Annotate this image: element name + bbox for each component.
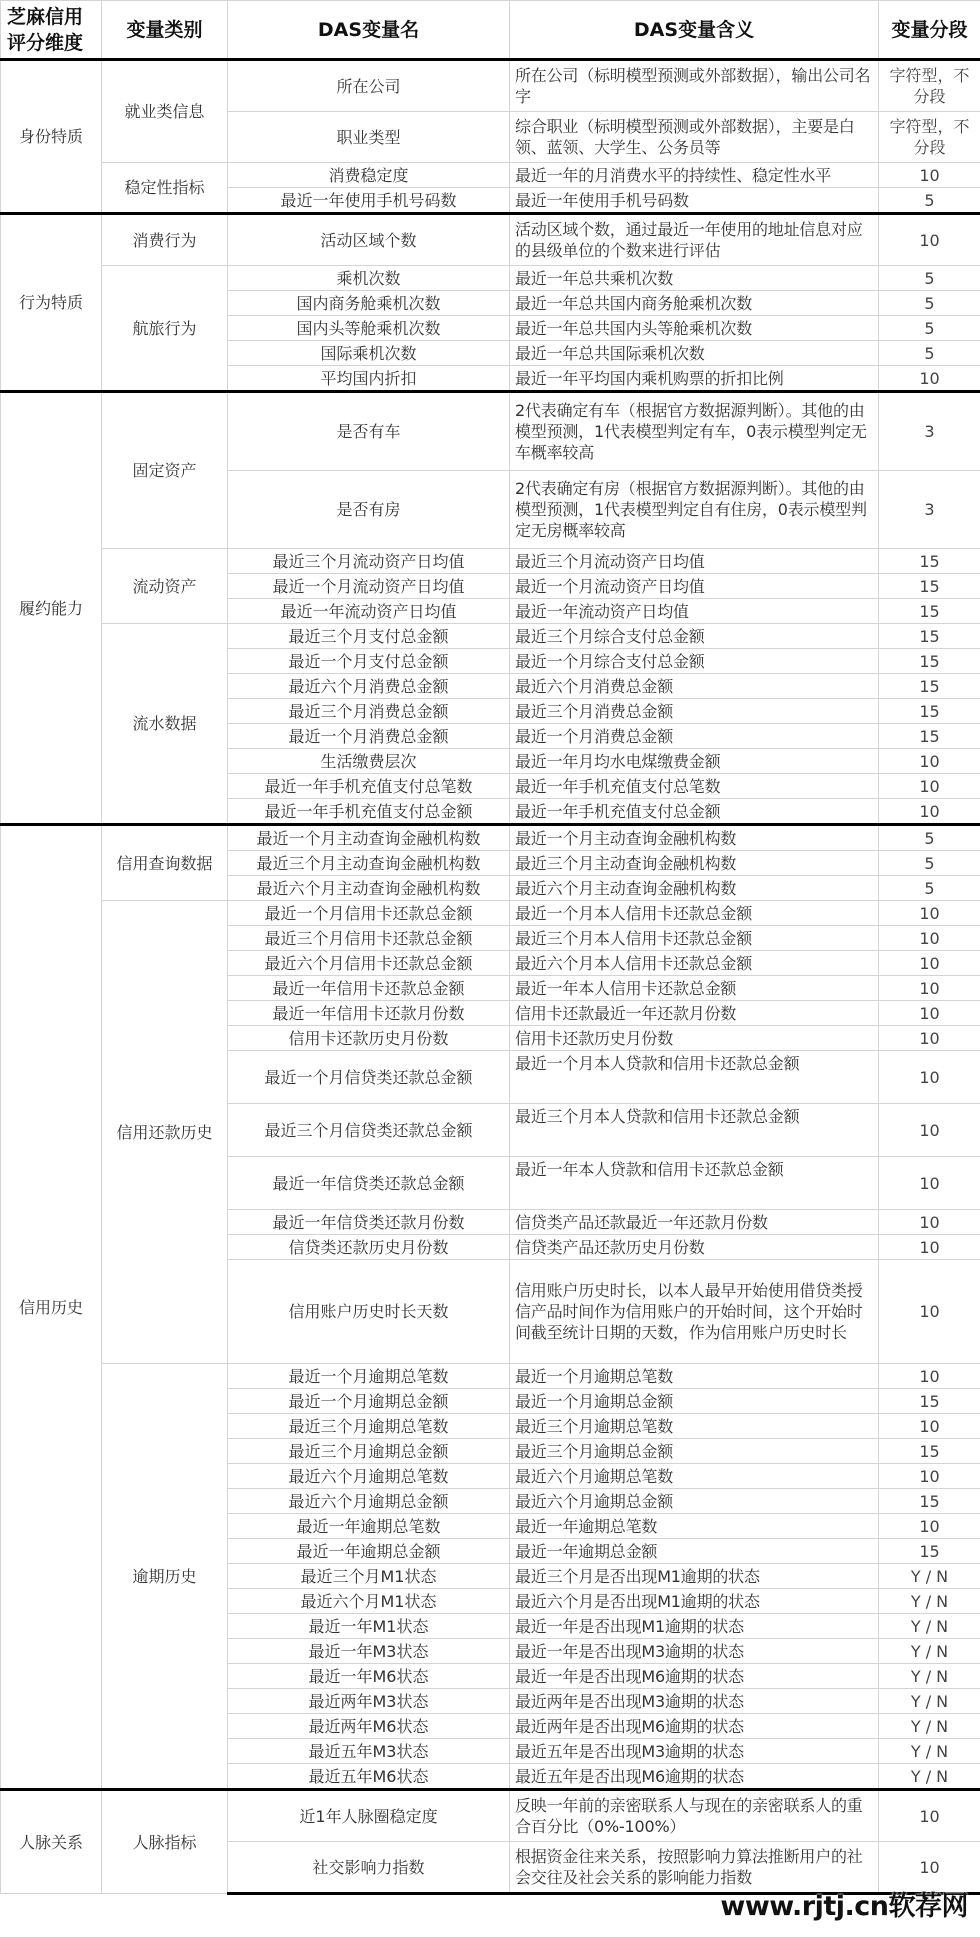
variable-name-cell: 最近五年M6状态 <box>228 1764 510 1790</box>
table-row <box>1 1790 980 1842</box>
variable-segment-cell: 10 <box>879 1414 980 1439</box>
variable-meaning-cell: 最近一年总共国内头等舱乘机次数 <box>510 316 879 341</box>
variable-name-cell: 最近三个月流动资产日均值 <box>228 549 510 574</box>
variable-meaning-cell: 最近六个月是否出现M1逾期的状态 <box>510 1589 879 1614</box>
variable-meaning-cell: 信用卡还款最近一年还款月份数 <box>510 1001 879 1026</box>
variable-meaning-cell: 2代表确定有房（根据官方数据源判断）。其他的由模型预测，1代表模型判定自有住房，0表示模型判定无房概率较高 <box>510 471 879 549</box>
variable-segment-cell: 5 <box>879 316 980 341</box>
variable-name-cell: 最近一年信贷类还款月份数 <box>228 1210 510 1235</box>
variable-segment-cell: 15 <box>879 549 980 574</box>
variable-name-cell: 最近六个月消费总金额 <box>228 674 510 699</box>
variable-name-cell: 生活缴费层次 <box>228 749 510 774</box>
header-variable-name: DAS变量名 <box>228 1 510 60</box>
variable-meaning-cell: 所在公司（标明模型预测或外部数据），输出公司名字 <box>510 60 879 112</box>
variable-meaning-cell: 最近一年总共乘机次数 <box>510 266 879 291</box>
variable-segment-cell: 3 <box>879 392 980 471</box>
variable-name-cell: 最近一年逾期总笔数 <box>228 1514 510 1539</box>
variable-name-cell: 平均国内折扣 <box>228 366 510 392</box>
table-row <box>1 266 980 291</box>
variable-segment-cell: 5 <box>879 851 980 876</box>
variable-name-cell: 所在公司 <box>228 60 510 112</box>
variable-meaning-cell: 最近一年流动资产日均值 <box>510 599 879 624</box>
variable-meaning-cell: 最近一年逾期总金额 <box>510 1539 879 1564</box>
variable-meaning-cell: 最近一年是否出现M1逾期的状态 <box>510 1614 879 1639</box>
variable-name-cell: 最近六个月信用卡还款总金额 <box>228 951 510 976</box>
variable-meaning-cell: 最近一年是否出现M3逾期的状态 <box>510 1639 879 1664</box>
category-cell: 流水数据 <box>102 624 228 825</box>
variable-meaning-cell: 信贷类产品还款最近一年还款月份数 <box>510 1210 879 1235</box>
variable-name-cell: 信用账户历史时长天数 <box>228 1260 510 1364</box>
variable-meaning-cell: 最近六个月主动查询金融机构数 <box>510 876 879 901</box>
variable-name-cell: 是否有房 <box>228 471 510 549</box>
variable-segment-cell: 10 <box>879 926 980 951</box>
table-row <box>1 549 980 574</box>
variable-segment-cell: Y / N <box>879 1639 980 1664</box>
variable-name-cell: 最近一个月消费总金额 <box>228 724 510 749</box>
variable-name-cell: 最近一个月主动查询金融机构数 <box>228 825 510 851</box>
variable-meaning-cell: 信用账户历史时长，以本人最早开始使用借贷类授信产品时间作为信用账户的开始时间，这个开始时间截至统计日期的天数，作为信用账户历史时长 <box>510 1260 879 1364</box>
variable-segment-cell: 10 <box>879 163 980 188</box>
variable-name-cell: 国际乘机次数 <box>228 341 510 366</box>
category-cell: 信用还款历史 <box>102 901 228 1364</box>
variable-meaning-cell: 最近三个月是否出现M1逾期的状态 <box>510 1564 879 1589</box>
variable-meaning-cell: 最近三个月逾期总金额 <box>510 1439 879 1464</box>
variable-name-cell: 最近一年流动资产日均值 <box>228 599 510 624</box>
variable-segment-cell: Y / N <box>879 1589 980 1614</box>
variable-segment-cell: 15 <box>879 1539 980 1564</box>
variable-name-cell: 最近一个月流动资产日均值 <box>228 574 510 599</box>
table-row <box>1 825 980 851</box>
table-row <box>1 624 980 649</box>
variable-name-cell: 社交影响力指数 <box>228 1842 510 1894</box>
variable-name-cell: 最近六个月逾期总金额 <box>228 1489 510 1514</box>
variable-segment-cell: 15 <box>879 599 980 624</box>
variable-meaning-cell: 最近一个月本人信用卡还款总金额 <box>510 901 879 926</box>
variable-name-cell: 最近三个月支付总金额 <box>228 624 510 649</box>
variable-name-cell: 最近三个月逾期总金额 <box>228 1439 510 1464</box>
variable-name-cell: 最近一个月信贷类还款总金额 <box>228 1051 510 1104</box>
variable-segment-cell: Y / N <box>879 1564 980 1589</box>
table-row <box>1 392 980 471</box>
variable-name-cell: 最近三个月信贷类还款总金额 <box>228 1104 510 1157</box>
variable-name-cell: 是否有车 <box>228 392 510 471</box>
variable-name-cell: 国内头等舱乘机次数 <box>228 316 510 341</box>
variable-segment-cell: 10 <box>879 774 980 799</box>
variable-meaning-cell: 最近六个月本人信用卡还款总金额 <box>510 951 879 976</box>
header-variable-segment: 变量分段 <box>879 1 980 60</box>
variable-meaning-cell: 最近一年是否出现M6逾期的状态 <box>510 1664 879 1689</box>
variable-meaning-cell: 最近一年总共国际乘机次数 <box>510 341 879 366</box>
variable-meaning-cell: 最近一个月消费总金额 <box>510 724 879 749</box>
variable-segment-cell: 10 <box>879 951 980 976</box>
variable-name-cell: 最近一年手机充值支付总金额 <box>228 799 510 825</box>
variable-name-cell: 最近六个月逾期总笔数 <box>228 1464 510 1489</box>
variable-segment-cell: Y / N <box>879 1689 980 1714</box>
variable-segment-cell: 10 <box>879 1514 980 1539</box>
header-category: 变量类别 <box>102 1 228 60</box>
variable-segment-cell: 10 <box>879 1364 980 1389</box>
variable-segment-cell: 15 <box>879 1489 980 1514</box>
variable-name-cell: 最近三个月逾期总笔数 <box>228 1414 510 1439</box>
variable-meaning-cell: 信贷类产品还款历史月份数 <box>510 1235 879 1260</box>
variable-meaning-cell: 最近一年使用手机号码数 <box>510 188 879 214</box>
variable-name-cell: 最近三个月消费总金额 <box>228 699 510 724</box>
variable-meaning-cell: 最近六个月逾期总笔数 <box>510 1464 879 1489</box>
variable-meaning-cell: 最近三个月本人贷款和信用卡还款总金额 <box>510 1104 879 1157</box>
variable-meaning-cell: 最近两年是否出现M6逾期的状态 <box>510 1714 879 1739</box>
variable-segment-cell: 15 <box>879 574 980 599</box>
variable-name-cell: 最近六个月主动查询金融机构数 <box>228 876 510 901</box>
dimension-cell: 人脉关系 <box>1 1790 102 1894</box>
variable-meaning-cell: 最近三个月消费总金额 <box>510 699 879 724</box>
variable-name-cell: 最近一年信贷类还款总金额 <box>228 1157 510 1210</box>
variable-name-cell: 近1年人脉圈稳定度 <box>228 1790 510 1842</box>
variable-name-cell: 最近一年M6状态 <box>228 1664 510 1689</box>
variable-segment-cell: 10 <box>879 1104 980 1157</box>
variable-meaning-cell: 最近三个月主动查询金融机构数 <box>510 851 879 876</box>
variable-meaning-cell: 最近一年的月消费水平的持续性、稳定性水平 <box>510 163 879 188</box>
variable-meaning-cell: 最近一年本人信用卡还款总金额 <box>510 976 879 1001</box>
header-dimension: 芝麻信用评分维度 <box>1 1 102 60</box>
variable-meaning-cell: 最近一年手机充值支付总金额 <box>510 799 879 825</box>
variable-name-cell: 最近三个月信用卡还款总金额 <box>228 926 510 951</box>
variable-name-cell: 最近两年M3状态 <box>228 1689 510 1714</box>
variable-segment-cell: 10 <box>879 1210 980 1235</box>
variable-meaning-cell: 最近一个月逾期总笔数 <box>510 1364 879 1389</box>
table-row <box>1 1364 980 1389</box>
dimension-cell: 行为特质 <box>1 214 102 392</box>
variable-segment-cell: 5 <box>879 876 980 901</box>
variable-segment-cell: 10 <box>879 1235 980 1260</box>
variable-name-cell: 信用卡还款历史月份数 <box>228 1026 510 1051</box>
variable-segment-cell: 5 <box>879 291 980 316</box>
variable-segment-cell: 15 <box>879 1389 980 1414</box>
category-cell: 固定资产 <box>102 392 228 549</box>
category-cell: 就业类信息 <box>102 60 228 163</box>
variable-name-cell: 信贷类还款历史月份数 <box>228 1235 510 1260</box>
variable-meaning-cell: 最近一年平均国内乘机购票的折扣比例 <box>510 366 879 392</box>
variable-name-cell: 最近一年信用卡还款月份数 <box>228 1001 510 1026</box>
category-cell: 信用查询数据 <box>102 825 228 901</box>
variable-meaning-cell: 最近五年是否出现M6逾期的状态 <box>510 1764 879 1790</box>
variable-name-cell: 最近一个月逾期总笔数 <box>228 1364 510 1389</box>
variable-segment-cell: 3 <box>879 471 980 549</box>
variable-meaning-cell: 最近一年逾期总笔数 <box>510 1514 879 1539</box>
variable-name-cell: 消费稳定度 <box>228 163 510 188</box>
variable-name-cell: 最近五年M3状态 <box>228 1739 510 1764</box>
variable-meaning-cell: 最近三个月流动资产日均值 <box>510 549 879 574</box>
variable-name-cell: 最近一年逾期总金额 <box>228 1539 510 1564</box>
variable-meaning-cell: 最近三个月本人信用卡还款总金额 <box>510 926 879 951</box>
variable-segment-cell: Y / N <box>879 1664 980 1689</box>
variable-meaning-cell: 综合职业（标明模型预测或外部数据），主要是白领、蓝领、大学生、公务员等 <box>510 112 879 163</box>
variable-segment-cell: 10 <box>879 749 980 774</box>
variable-segment-cell: 字符型，不分段 <box>879 112 980 163</box>
variable-segment-cell: 10 <box>879 901 980 926</box>
variable-segment-cell: 15 <box>879 624 980 649</box>
variable-segment-cell: 10 <box>879 214 980 266</box>
table-row <box>1 163 980 188</box>
variable-segment-cell: 10 <box>879 976 980 1001</box>
variable-meaning-cell: 最近一个月逾期总金额 <box>510 1389 879 1414</box>
variable-segment-cell: 10 <box>879 1157 980 1210</box>
variable-segment-cell: 5 <box>879 188 980 214</box>
variable-name-cell: 最近三个月主动查询金融机构数 <box>228 851 510 876</box>
variable-name-cell: 最近一年M1状态 <box>228 1614 510 1639</box>
variable-meaning-cell: 最近一个月综合支付总金额 <box>510 649 879 674</box>
dimension-cell: 信用历史 <box>1 825 102 1790</box>
variable-meaning-cell: 最近两年是否出现M3逾期的状态 <box>510 1689 879 1714</box>
category-cell: 流动资产 <box>102 549 228 624</box>
variable-segment-cell: 10 <box>879 1260 980 1364</box>
variable-segment-cell: 10 <box>879 799 980 825</box>
variable-meaning-cell: 最近六个月消费总金额 <box>510 674 879 699</box>
variable-segment-cell: 10 <box>879 1051 980 1104</box>
variable-segment-cell: 15 <box>879 1439 980 1464</box>
variable-meaning-cell: 根据资金往来关系，按照影响力算法推断用户的社会交往及社会关系的影响能力指数 <box>510 1842 879 1894</box>
variable-name-cell: 活动区域个数 <box>228 214 510 266</box>
variable-segment-cell: 10 <box>879 1464 980 1489</box>
variable-meaning-cell: 最近五年是否出现M3逾期的状态 <box>510 1739 879 1764</box>
dimension-cell: 身份特质 <box>1 60 102 214</box>
variable-segment-cell: 10 <box>879 366 980 392</box>
variable-meaning-cell: 最近一年本人贷款和信用卡还款总金额 <box>510 1157 879 1210</box>
variable-segment-cell: 10 <box>879 1001 980 1026</box>
variable-name-cell: 最近一年手机充值支付总笔数 <box>228 774 510 799</box>
variable-name-cell: 最近一年信用卡还款总金额 <box>228 976 510 1001</box>
variable-name-cell: 国内商务舱乘机次数 <box>228 291 510 316</box>
table-row <box>1 214 980 266</box>
variable-segment-cell: Y / N <box>879 1764 980 1790</box>
variable-segment-cell: 10 <box>879 1026 980 1051</box>
variable-name-cell: 最近六个月M1状态 <box>228 1589 510 1614</box>
watermark-text: www.rjtj.cn软荐网 <box>720 1891 968 1922</box>
variable-name-cell: 最近三个月M1状态 <box>228 1564 510 1589</box>
category-cell: 人脉指标 <box>102 1790 228 1894</box>
variable-segment-cell: 15 <box>879 699 980 724</box>
header-variable-meaning: DAS变量含义 <box>510 1 879 60</box>
variable-segment-cell: 10 <box>879 1842 980 1894</box>
variable-meaning-cell: 最近三个月逾期总笔数 <box>510 1414 879 1439</box>
variable-meaning-cell: 最近六个月逾期总金额 <box>510 1489 879 1514</box>
variable-meaning-cell: 最近一个月主动查询金融机构数 <box>510 825 879 851</box>
variable-name-cell: 最近两年M6状态 <box>228 1714 510 1739</box>
variable-segment-cell: 5 <box>879 266 980 291</box>
variable-meaning-cell: 信用卡还款历史月份数 <box>510 1026 879 1051</box>
variable-segment-cell: 15 <box>879 724 980 749</box>
variable-segment-cell: 5 <box>879 341 980 366</box>
variable-meaning-cell: 最近一年手机充值支付总笔数 <box>510 774 879 799</box>
variable-segment-cell: 5 <box>879 825 980 851</box>
category-cell: 稳定性指标 <box>102 163 228 214</box>
variable-meaning-cell: 最近一个月流动资产日均值 <box>510 574 879 599</box>
category-cell: 航旅行为 <box>102 266 228 392</box>
variable-meaning-cell: 最近三个月综合支付总金额 <box>510 624 879 649</box>
variable-meaning-cell: 最近一年月均水电煤缴费金额 <box>510 749 879 774</box>
category-cell: 消费行为 <box>102 214 228 266</box>
variable-name-cell: 最近一年M3状态 <box>228 1639 510 1664</box>
variable-name-cell: 乘机次数 <box>228 266 510 291</box>
variable-segment-cell: Y / N <box>879 1739 980 1764</box>
variable-segment-cell: 15 <box>879 649 980 674</box>
table-row <box>1 901 980 926</box>
variable-name-cell: 最近一个月信用卡还款总金额 <box>228 901 510 926</box>
variable-meaning-cell: 活动区域个数，通过最近一年使用的地址信息对应的县级单位的个数来进行评估 <box>510 214 879 266</box>
variable-meaning-cell: 2代表确定有车（根据官方数据源判断）。其他的由模型预测，1代表模型判定有车，0表示模型判定无车概率较高 <box>510 392 879 471</box>
variable-meaning-cell: 反映一年前的亲密联系人与现在的亲密联系人的重合百分比（0%-100%） <box>510 1790 879 1842</box>
variable-segment-cell: Y / N <box>879 1614 980 1639</box>
variable-segment-cell: 字符型，不分段 <box>879 60 980 112</box>
variable-segment-cell: 15 <box>879 674 980 699</box>
variable-meaning-cell: 最近一个月本人贷款和信用卡还款总金额 <box>510 1051 879 1104</box>
variable-name-cell: 最近一年使用手机号码数 <box>228 188 510 214</box>
category-cell: 逾期历史 <box>102 1364 228 1790</box>
variable-name-cell: 最近一个月逾期总金额 <box>228 1389 510 1414</box>
variable-name-cell: 职业类型 <box>228 112 510 163</box>
variable-meaning-cell: 最近一年总共国内商务舱乘机次数 <box>510 291 879 316</box>
variable-segment-cell: 10 <box>879 1790 980 1842</box>
variable-name-cell: 最近一个月支付总金额 <box>228 649 510 674</box>
dimension-cell: 履约能力 <box>1 392 102 825</box>
variable-segment-cell: Y / N <box>879 1714 980 1739</box>
table-header-row <box>1 1 980 60</box>
table-row <box>1 60 980 112</box>
